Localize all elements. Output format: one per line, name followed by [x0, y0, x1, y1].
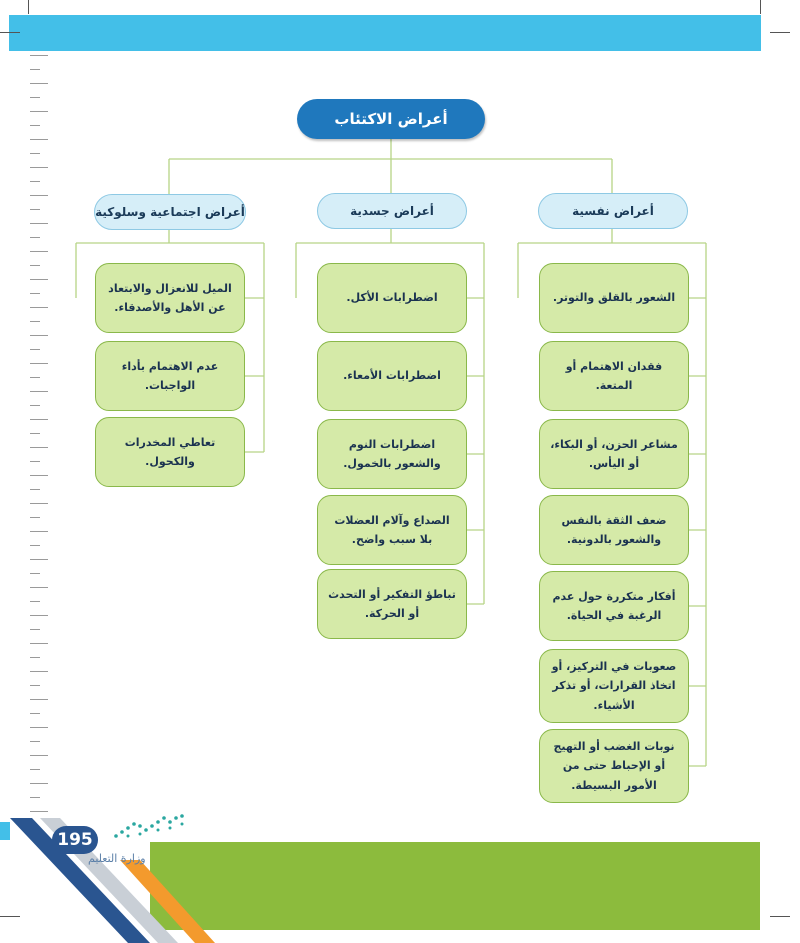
symptom-box: اضطرابات الأكل.: [317, 263, 467, 333]
ministry-logo-dots: [110, 812, 190, 842]
symptom-box: صعوبات في التركيز، أو اتخاذ القرارات، أو تذكر الأشياء.: [539, 649, 689, 723]
symptom-box: فقدان الاهتمام أو المتعة.: [539, 341, 689, 411]
symptom-box: عدم الاهتمام بأداء الواجبات.: [95, 341, 245, 411]
symptom-box: الميل للانعزال والابتعاد عن الأهل والأصدقاء.: [95, 263, 245, 333]
symptom-box: ضعف الثقة بالنفس والشعور بالدونية.: [539, 495, 689, 565]
symptom-box: مشاعر الحزن، أو البكاء، أو اليأس.: [539, 419, 689, 489]
symptom-box: أفكار متكررة حول عدم الرغبة في الحياة.: [539, 571, 689, 641]
symptom-box: تباطؤ التفكير أو التحدث أو الحركة.: [317, 569, 467, 639]
symptom-box: الصداع وآلام العضلات بلا سبب واضح.: [317, 495, 467, 565]
symptom-box: نوبات الغضب أو التهيج أو الإحباط حتى من الأمور البسيطة.: [539, 729, 689, 803]
symptom-box: تعاطي المخدرات والكحول.: [95, 417, 245, 487]
page-number: 195: [52, 826, 98, 854]
category-social-behavioral: أعراض اجتماعية وسلوكية: [94, 194, 246, 230]
symptom-box: الشعور بالقلق والتوتر.: [539, 263, 689, 333]
ministry-name: وزارة التعليم: [88, 852, 146, 865]
symptom-box: اضطرابات النوم والشعور بالخمول.: [317, 419, 467, 489]
symptom-box: اضطرابات الأمعاء.: [317, 341, 467, 411]
category-psychological: أعراض نفسية: [538, 193, 688, 229]
category-physical: أعراض جسدية: [317, 193, 467, 229]
diagram-title: أعراض الاكتئاب: [297, 99, 485, 139]
